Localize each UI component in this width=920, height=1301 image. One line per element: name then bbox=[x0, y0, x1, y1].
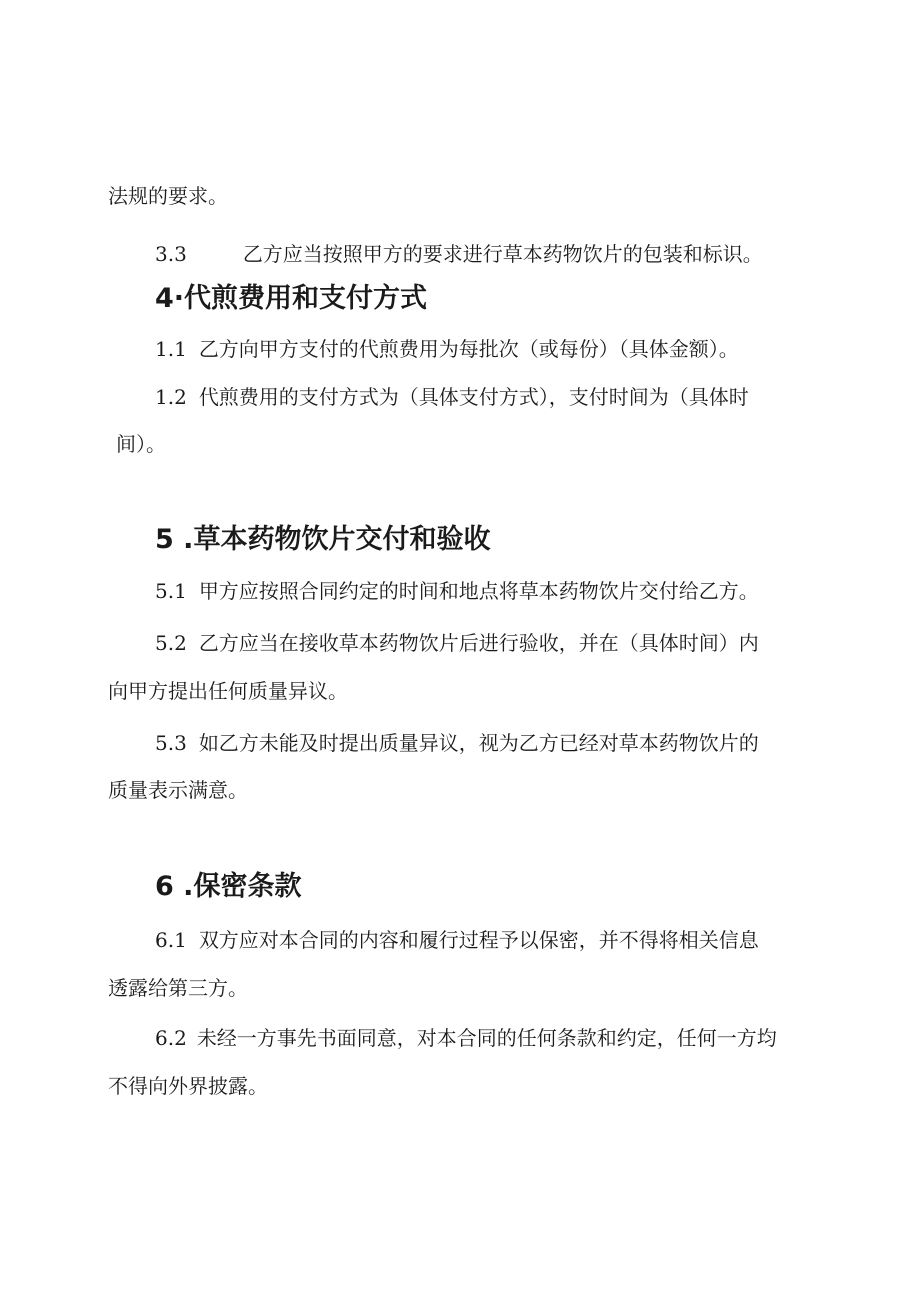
text-line: 间）。 bbox=[116, 432, 166, 456]
clause-1-2 bbox=[155, 384, 749, 410]
clause-text: 甲方应按照合同约定的时间和地点将草本药物饮片交付给乙方。 bbox=[198, 579, 759, 603]
clause-text: 双方应对本合同的内容和履行过程予以保密，并不得将相关信息 bbox=[198, 928, 759, 952]
clause-number: 5.2 bbox=[155, 631, 187, 655]
clause-number: 5.1 bbox=[155, 579, 187, 603]
clause-5-2 bbox=[155, 630, 759, 656]
section-heading-6: 6 .保密条款 bbox=[155, 871, 302, 902]
section-heading-4: 4·代煎费用和支付方式 bbox=[155, 283, 428, 314]
clause-number: 6.1 bbox=[155, 928, 187, 952]
text-line: 质量表示满意。 bbox=[108, 778, 248, 802]
clause-number: 6.2 bbox=[155, 1026, 187, 1050]
clause-text: 乙方应当按照甲方的要求进行草本药物饮片的包装和标识。 bbox=[242, 242, 763, 266]
clause-6-2 bbox=[155, 1025, 777, 1051]
clause-text: 代煎费用的支付方式为（具体支付方式），支付时间为（具体时 bbox=[198, 385, 749, 409]
clause-5-1 bbox=[155, 578, 759, 604]
clause-number: 3.3 bbox=[155, 242, 187, 266]
clause-text: 未经一方事先书面同意，对本合同的任何条款和约定，任何一方均 bbox=[196, 1026, 777, 1050]
text-line: 不得向外界披露。 bbox=[108, 1074, 268, 1098]
clause-number: 1.2 bbox=[155, 385, 187, 409]
text-line: 向甲方提出任何质量异议。 bbox=[108, 679, 348, 703]
section-heading-5: 5 .草本药物饮片交付和验收 bbox=[155, 524, 491, 555]
clause-3-3 bbox=[155, 241, 763, 267]
clause-text: 乙方向甲方支付的代煎费用为每批次（或每份）（具体金额）。 bbox=[198, 337, 739, 361]
text-line: 法规的要求。 bbox=[108, 184, 228, 208]
clause-text: 乙方应当在接收草本药物饮片后进行验收，并在（具体时间）内 bbox=[198, 631, 759, 655]
clause-number: 1.1 bbox=[155, 337, 187, 361]
text-line: 透露给第三方。 bbox=[108, 976, 248, 1000]
clause-5-3 bbox=[155, 730, 759, 756]
clause-text: 如乙方未能及时提出质量异议，视为乙方已经对草本药物饮片的 bbox=[198, 731, 759, 755]
clause-6-1 bbox=[155, 927, 759, 953]
clause-number: 5.3 bbox=[155, 731, 187, 755]
clause-1-1 bbox=[155, 336, 739, 362]
